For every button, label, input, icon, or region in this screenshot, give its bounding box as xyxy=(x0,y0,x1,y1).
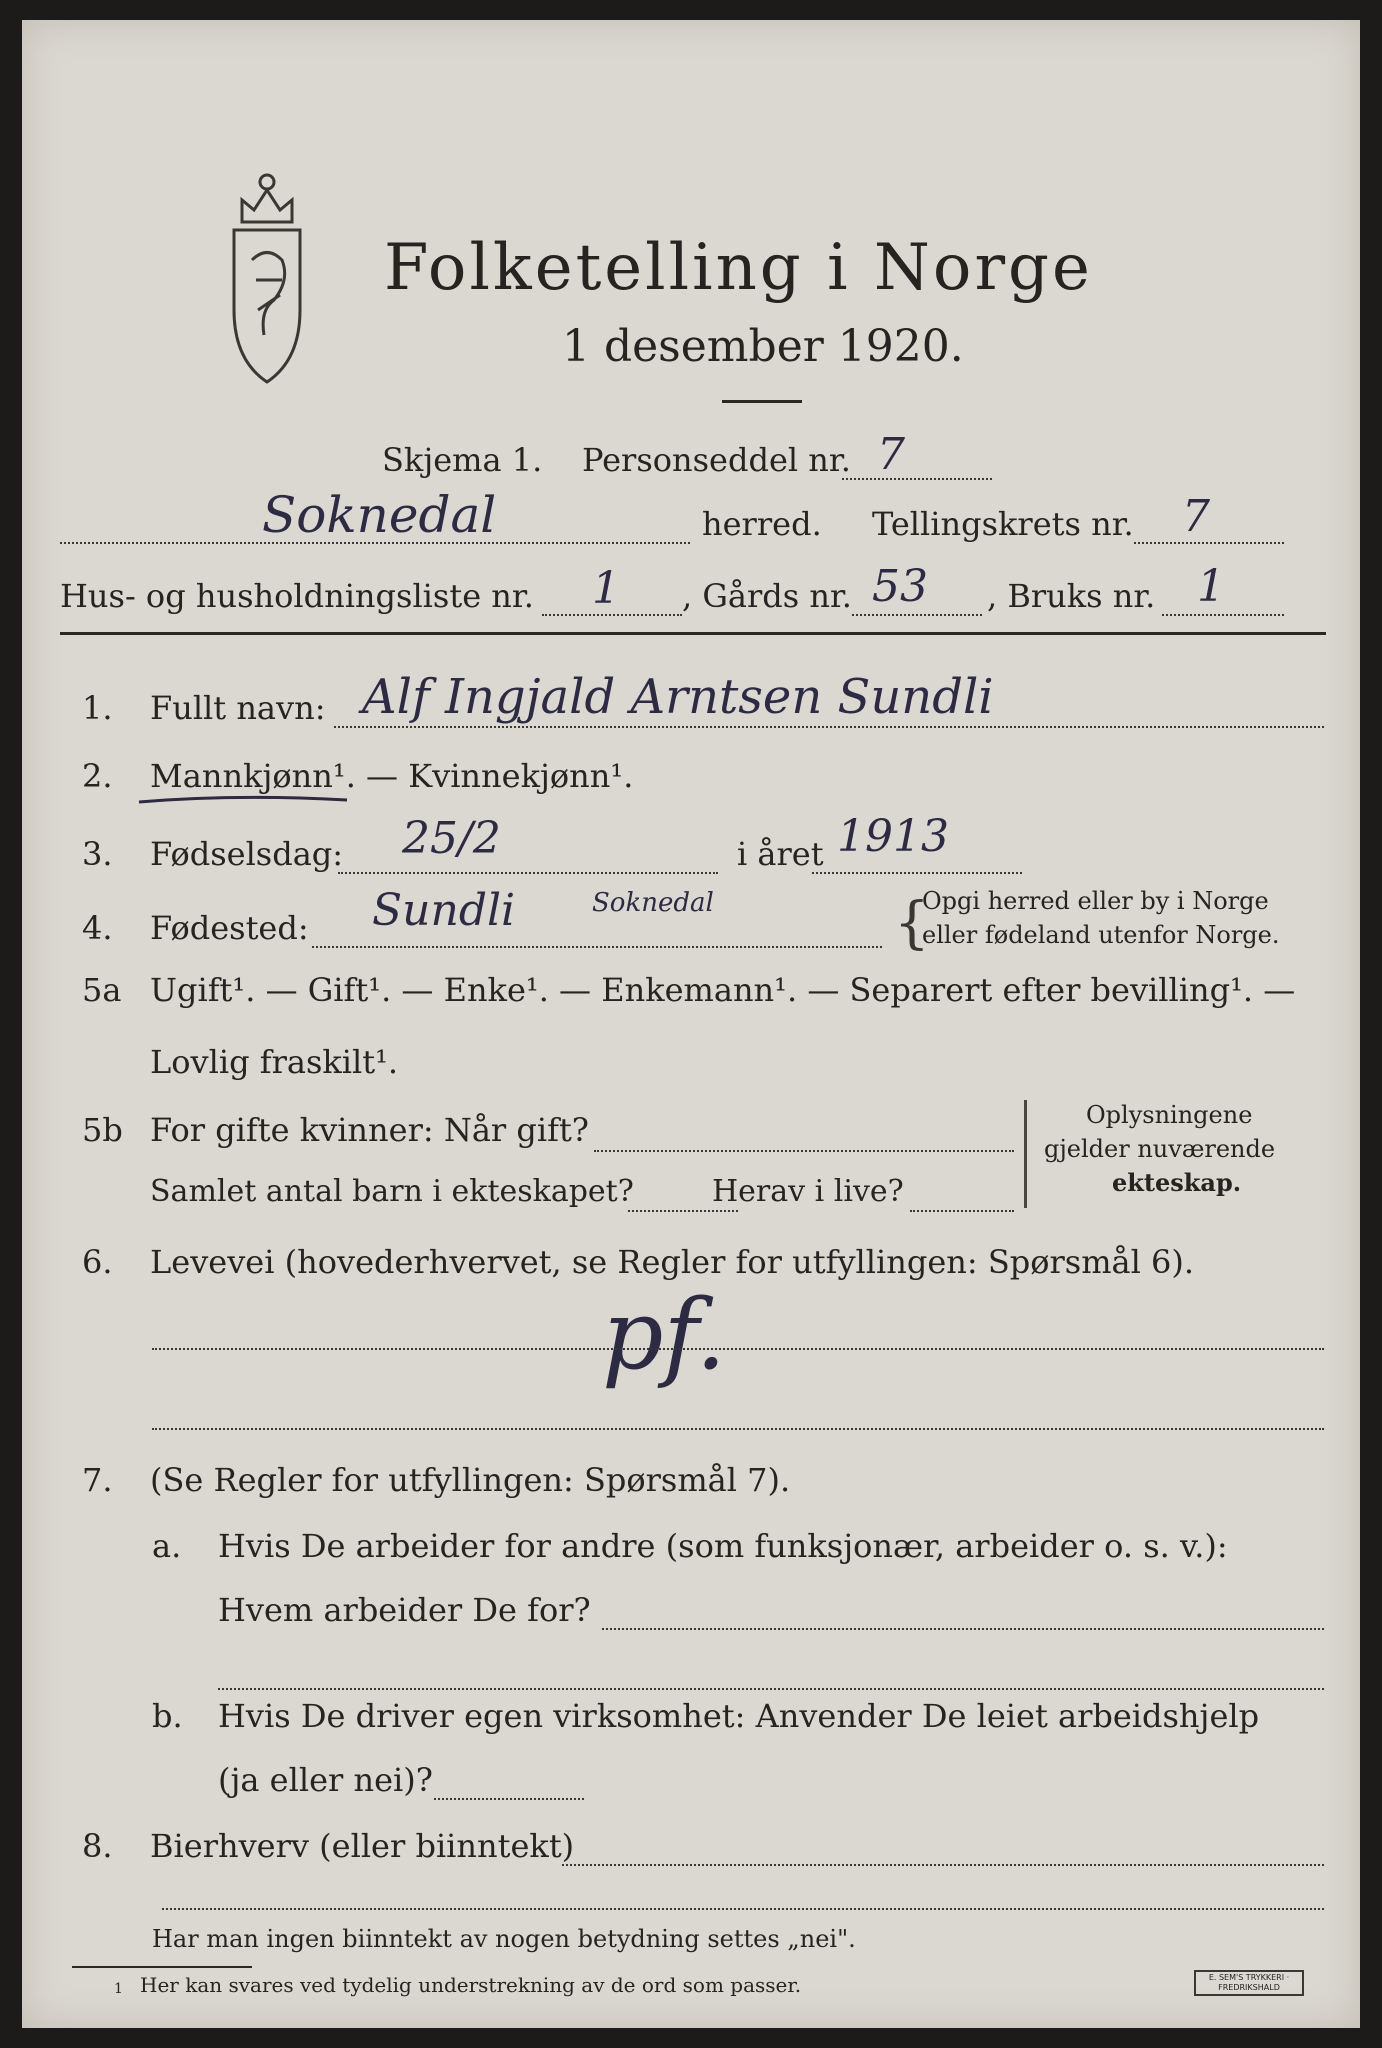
tellingskrets-line xyxy=(1134,542,1284,544)
tellingskrets-label: Tellingskrets nr. xyxy=(872,505,1134,543)
full-name-value: Alf Ingjald Arntsen Sundli xyxy=(362,669,994,725)
census-form xyxy=(22,20,1360,2028)
q7a-line1: Hvis De arbeider for andre (som funksjonær, arbeider o. s. v.): xyxy=(218,1527,1228,1565)
q5b-number: 5b xyxy=(82,1111,123,1149)
q4-brace: { xyxy=(894,891,930,956)
q7a-line-extra xyxy=(218,1688,1324,1690)
birthplace-value: Sundli xyxy=(372,885,516,936)
mannkjonn-underline xyxy=(137,790,357,810)
tellingskrets-value: 7 xyxy=(1182,491,1210,542)
q5b-note-2: gjelder nuværende xyxy=(1044,1135,1276,1163)
personseddel-line xyxy=(842,478,992,480)
q5b-note-3: ekteskap. xyxy=(1112,1168,1242,1197)
footnote-number: 1 xyxy=(114,1981,123,1997)
bruks-line xyxy=(1162,614,1284,616)
q1-line xyxy=(334,726,1324,728)
q6-label: Levevei (hovederhvervet, se Regler for utfyllingen: Spørsmål 6). xyxy=(150,1243,1195,1281)
q5a-number: 5a xyxy=(82,971,122,1009)
occupation-value: pf. xyxy=(602,1279,727,1391)
gards-value: 53 xyxy=(872,561,928,612)
q8-number: 8. xyxy=(82,1827,113,1865)
q7a-line2: Hvem arbeider De for? xyxy=(218,1591,591,1629)
birthday-value: 25/2 xyxy=(402,813,501,864)
q4-line xyxy=(312,946,882,948)
bruks-value: 1 xyxy=(1197,561,1225,612)
q1-label: Fullt navn: xyxy=(150,689,326,727)
header-rule xyxy=(60,632,1326,635)
herred-label: herred. xyxy=(702,505,822,543)
q3-label: Fødselsdag: xyxy=(150,835,344,873)
coat-of-arms-icon xyxy=(212,160,322,390)
q3-year-label: i året xyxy=(737,835,824,873)
printer-stamp: E. SEM'S TRYKKERI · FREDRIKSHALD xyxy=(1194,1970,1304,1996)
q7a-line xyxy=(602,1628,1324,1630)
q7b-line1: Hvis De driver egen virksomhet: Anvender De leiet arbeidshjelp xyxy=(218,1697,1260,1735)
birth-year-value: 1913 xyxy=(837,811,949,862)
q7b-line2: (ja eller nei)? xyxy=(218,1761,433,1799)
q4-number: 4. xyxy=(82,909,113,947)
q5b-note-1: Oplysningene xyxy=(1086,1101,1253,1129)
q2-number: 2. xyxy=(82,757,113,795)
q6-line-1 xyxy=(152,1348,1324,1350)
birthplace-over-value: Soknedal xyxy=(592,888,714,918)
q8-line xyxy=(562,1864,1324,1866)
q6-number: 6. xyxy=(82,1243,113,1281)
q7-label: (Se Regler for utfyllingen: Spørsmål 7). xyxy=(150,1461,791,1499)
gards-line xyxy=(852,614,982,616)
q2-label: Mannkjønn¹. — Kvinnekjønn¹. xyxy=(150,757,634,795)
q8-line-extra xyxy=(162,1908,1324,1910)
hus-line xyxy=(542,614,682,616)
bruks-label: , Bruks nr. xyxy=(987,577,1156,615)
q3-line xyxy=(338,872,718,874)
q6-line-2 xyxy=(152,1428,1324,1430)
personseddel-label: Personseddel nr. xyxy=(582,441,851,479)
q5b-children-label: Samlet antal barn i ekteskapet? xyxy=(150,1174,634,1209)
title-divider xyxy=(722,400,802,403)
q3-number: 3. xyxy=(82,835,113,873)
skjema-label: Skjema 1. xyxy=(382,441,543,479)
personseddel-value: 7 xyxy=(877,429,905,480)
census-date: 1 desember 1920. xyxy=(562,321,964,372)
q4-note-2: eller fødeland utenfor Norge. xyxy=(922,921,1280,949)
q4-note-1: Opgi herred eller by i Norge xyxy=(922,887,1269,915)
gards-label: , Gårds nr. xyxy=(682,577,852,615)
hus-label: Hus- og husholdningsliste nr. xyxy=(60,577,534,615)
q7a-letter: a. xyxy=(152,1527,182,1565)
herred-value: Soknedal xyxy=(262,486,497,544)
q5b-alive-label: Herav i live? xyxy=(712,1174,904,1209)
q5b-alive-line xyxy=(910,1210,1014,1212)
hus-value: 1 xyxy=(592,563,620,614)
q7b-letter: b. xyxy=(152,1697,183,1735)
q8-label: Bierhverv (eller biinntekt) xyxy=(150,1827,575,1865)
q5a-line1: Ugift¹. — Gift¹. — Enke¹. — Enkemann¹. — Separert efter bevilling¹. — xyxy=(150,971,1296,1009)
q5b-bracket xyxy=(1024,1100,1027,1208)
footnote-rule xyxy=(72,1966,252,1968)
bottom-note: Har man ingen biinntekt av nogen betydning settes „nei". xyxy=(152,1925,856,1953)
q3-year-line xyxy=(812,872,1022,874)
form-title: Folketelling i Norge xyxy=(384,231,1093,305)
q5b-line1: For gifte kvinner: Når gift? xyxy=(150,1111,589,1149)
q5a-line2: Lovlig fraskilt¹. xyxy=(150,1043,399,1081)
q5b-married-line xyxy=(594,1150,1014,1152)
q7b-line xyxy=(434,1798,584,1800)
q7-number: 7. xyxy=(82,1461,113,1499)
q4-label: Fødested: xyxy=(150,909,309,947)
footnote-text: Her kan svares ved tydelig understrekning av de ord som passer. xyxy=(140,1973,802,1997)
q1-number: 1. xyxy=(82,689,113,727)
